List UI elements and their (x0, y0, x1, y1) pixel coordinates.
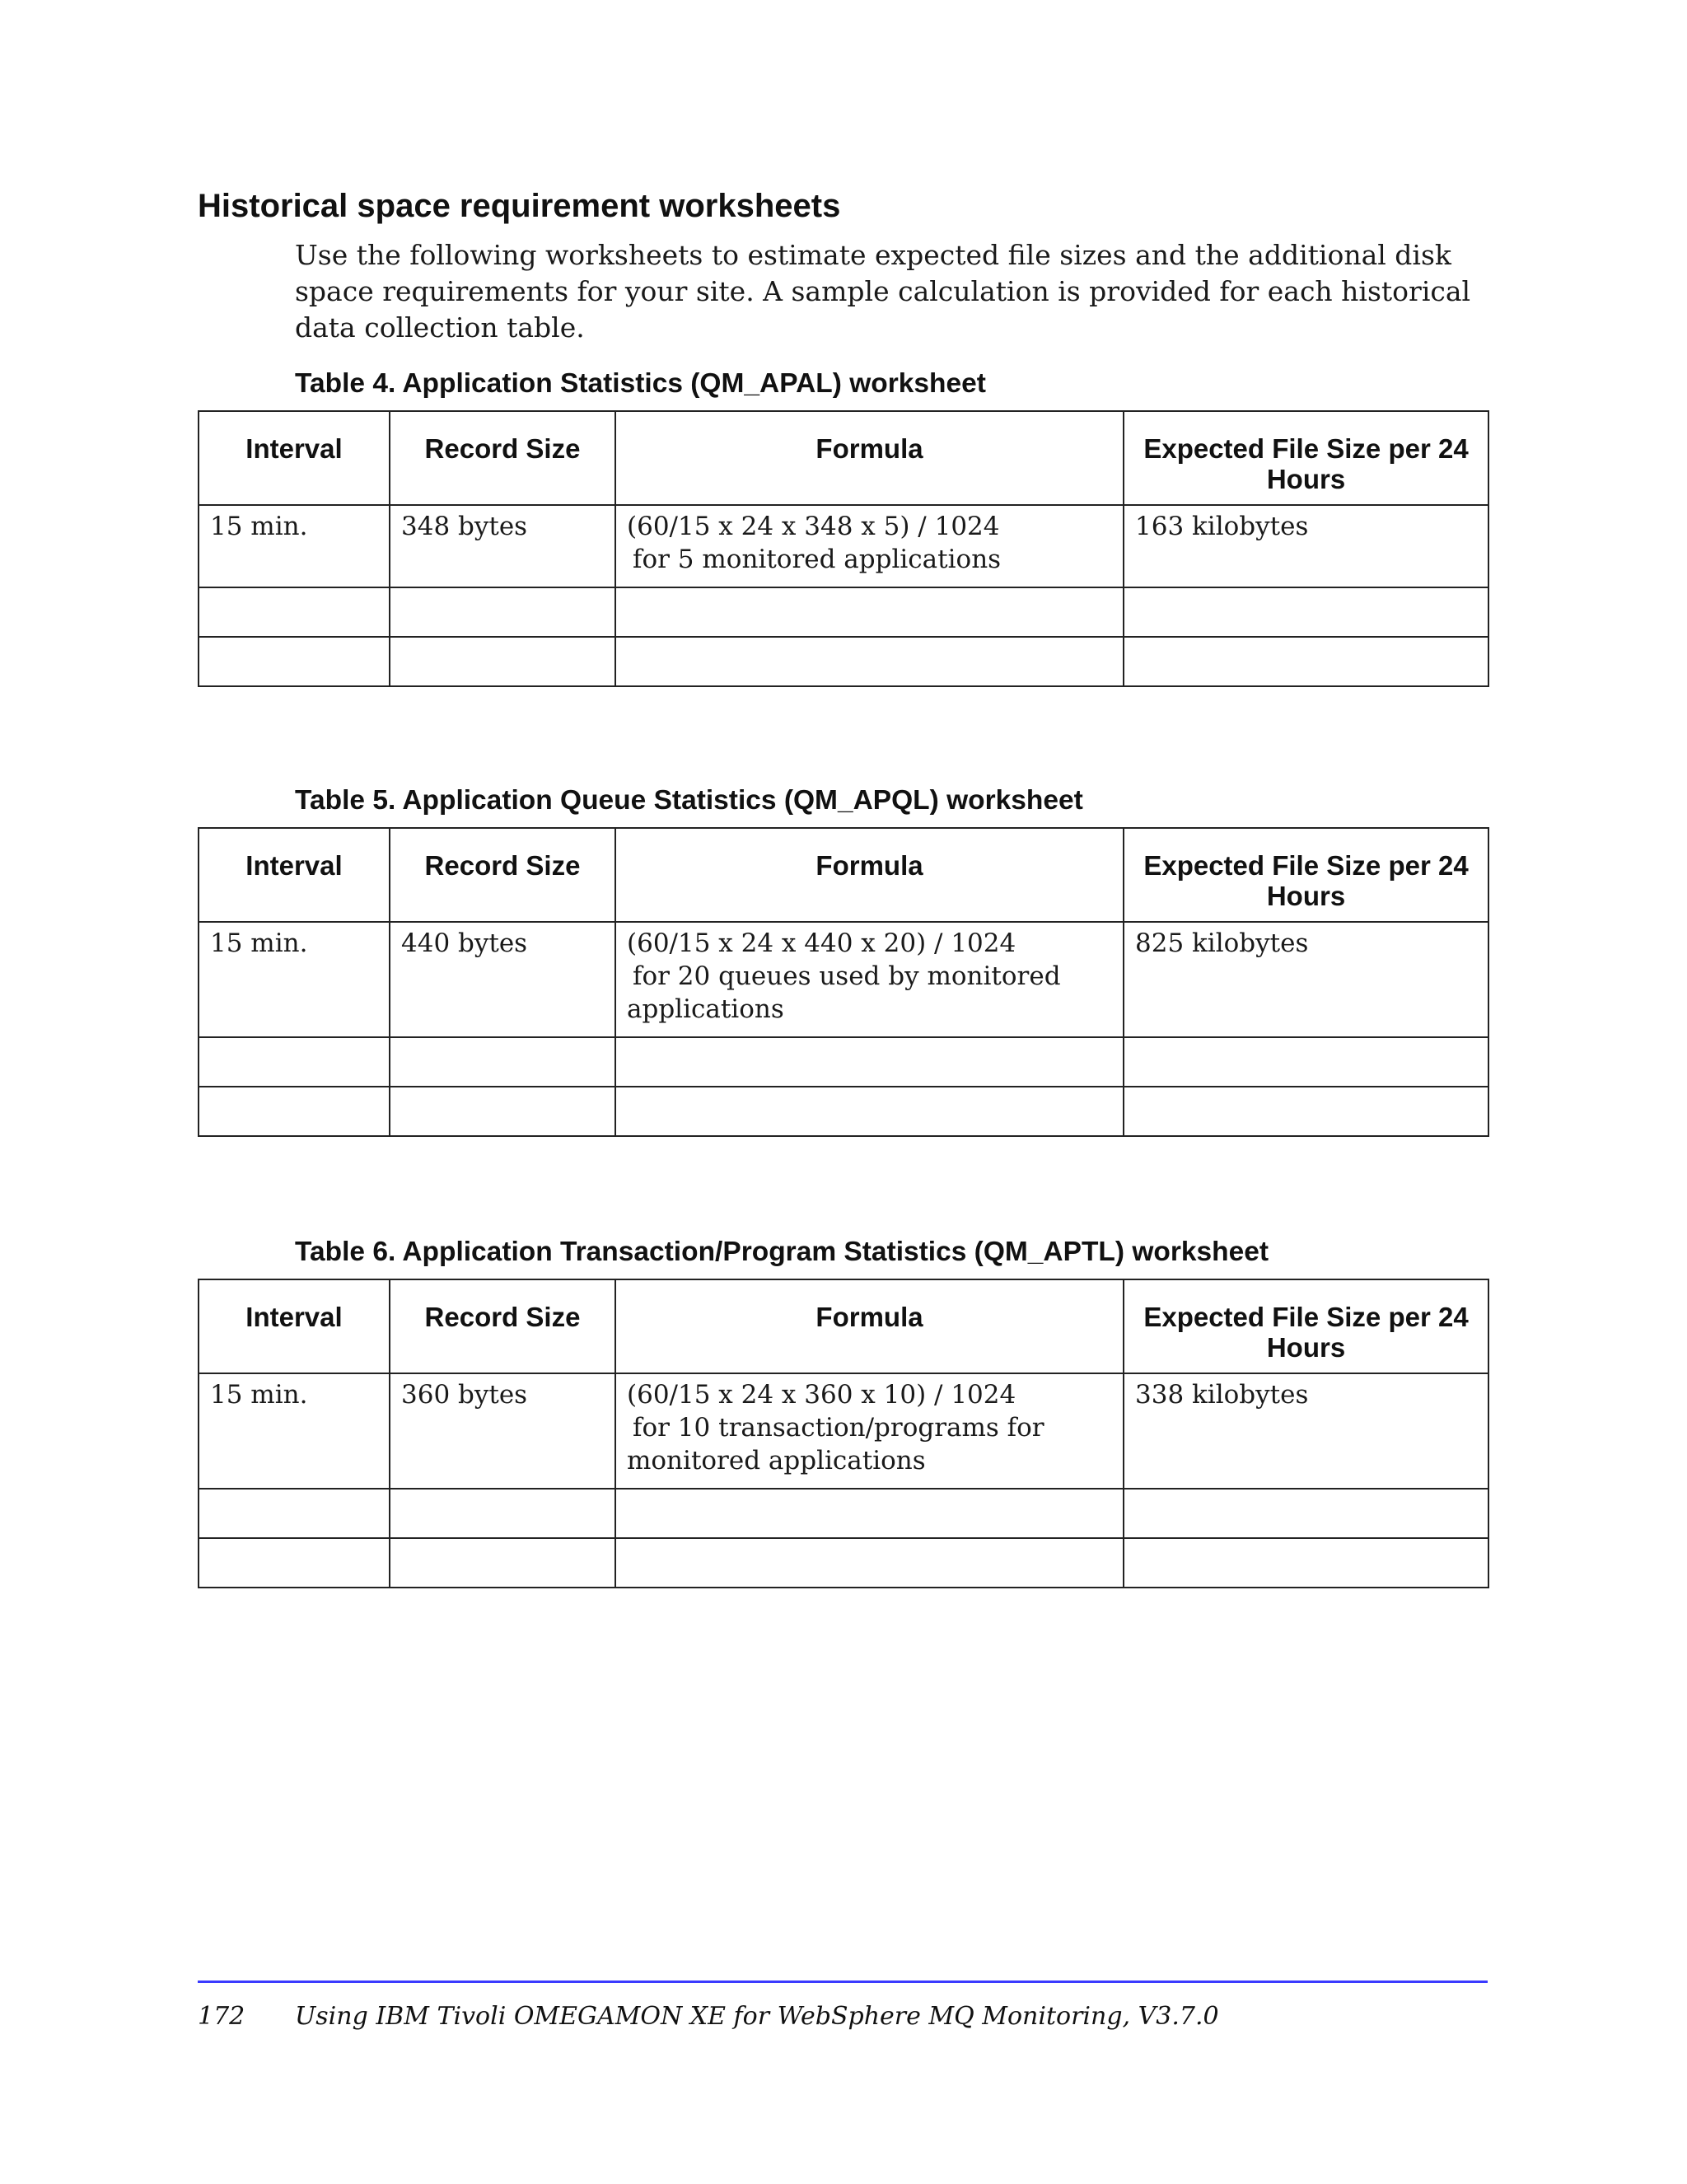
cell-formula (615, 922, 1124, 1037)
empty-cell[interactable] (390, 1489, 615, 1538)
header-interval: Interval (199, 411, 390, 505)
empty-cell[interactable] (1124, 587, 1488, 637)
header-interval: Interval (199, 828, 390, 922)
table-header-row (199, 828, 1488, 922)
table-row (199, 1373, 1488, 1489)
cell-interval: 15 min. (199, 505, 390, 587)
cell-expected-size: 163 kilobytes (1124, 505, 1488, 587)
table-6-caption: Table 6. Application Transaction/Program Statistics (QM_APTL) worksheet (295, 1237, 1269, 1267)
formula-line: (60/15 x 24 x 440 x 20) / 1024 (627, 928, 1016, 958)
cell-record-size: 360 bytes (390, 1373, 615, 1489)
empty-cell[interactable] (390, 587, 615, 637)
empty-cell[interactable] (390, 1037, 615, 1087)
table-6-aptl-worksheet (198, 1279, 1489, 1588)
formula-line: monitored applications (627, 1446, 926, 1475)
header-expected-file-size: Expected File Size per 24 Hours (1124, 411, 1488, 505)
header-expected-file-size: Expected File Size per 24 Hours (1124, 1279, 1488, 1373)
empty-cell[interactable] (390, 637, 615, 686)
empty-table-row (199, 1538, 1488, 1588)
header-record-size: Record Size (390, 828, 615, 922)
page-number: 172 (198, 2002, 245, 2031)
empty-cell[interactable] (615, 1037, 1124, 1087)
empty-cell[interactable] (615, 1538, 1124, 1588)
formula-line: (60/15 x 24 x 348 x 5) / 1024 (627, 512, 1000, 541)
empty-cell[interactable] (199, 1538, 390, 1588)
table-row (199, 505, 1488, 587)
table-row (199, 922, 1488, 1037)
formula-line: for 10 transaction/programs for (633, 1413, 1044, 1443)
header-formula: Formula (615, 828, 1124, 922)
cell-formula (615, 505, 1124, 587)
page-title: Historical space requirement worksheets (198, 188, 841, 224)
header-record-size: Record Size (390, 411, 615, 505)
header-record-size: Record Size (390, 1279, 615, 1373)
formula-line: (60/15 x 24 x 360 x 10) / 1024 (627, 1380, 1016, 1410)
empty-cell[interactable] (199, 1087, 390, 1136)
formula-line: for 20 queues used by monitored (633, 961, 1061, 991)
empty-cell[interactable] (1124, 1087, 1488, 1136)
header-formula: Formula (615, 1279, 1124, 1373)
formula-line: for 5 monitored applications (633, 545, 1002, 574)
cell-record-size: 440 bytes (390, 922, 615, 1037)
table-4-apal-worksheet (198, 410, 1489, 687)
table-header-row (199, 1279, 1488, 1373)
empty-cell[interactable] (199, 637, 390, 686)
cell-formula (615, 1373, 1124, 1489)
empty-cell[interactable] (1124, 1538, 1488, 1588)
empty-table-row (199, 587, 1488, 637)
cell-interval: 15 min. (199, 922, 390, 1037)
empty-table-row (199, 1087, 1488, 1136)
footer-book-title: Using IBM Tivoli OMEGAMON XE for WebSphere MQ Monitoring, V3.7.0 (295, 2002, 1219, 2031)
footer-divider (198, 1981, 1488, 1983)
cell-interval: 15 min. (199, 1373, 390, 1489)
cell-record-size: 348 bytes (390, 505, 615, 587)
empty-table-row (199, 1037, 1488, 1087)
table-header-row (199, 411, 1488, 505)
table-5-caption: Table 5. Application Queue Statistics (QM_APQL) worksheet (295, 785, 1083, 816)
cell-expected-size: 825 kilobytes (1124, 922, 1488, 1037)
intro-paragraph: Use the following worksheets to estimate expected file sizes and the additional disk space requirements for your site. A sample calculation is provided for each historical data collection table. (295, 239, 1471, 344)
empty-cell[interactable] (615, 637, 1124, 686)
empty-cell[interactable] (199, 587, 390, 637)
empty-cell[interactable] (199, 1489, 390, 1538)
empty-cell[interactable] (1124, 1489, 1488, 1538)
formula-line: applications (627, 994, 784, 1024)
empty-cell[interactable] (390, 1538, 615, 1588)
empty-cell[interactable] (1124, 1037, 1488, 1087)
empty-table-row (199, 637, 1488, 686)
empty-cell[interactable] (1124, 637, 1488, 686)
empty-cell[interactable] (199, 1037, 390, 1087)
empty-table-row (199, 1489, 1488, 1538)
table-5-apql-worksheet (198, 827, 1489, 1137)
empty-cell[interactable] (615, 1087, 1124, 1136)
table-4-caption: Table 4. Application Statistics (QM_APAL) worksheet (295, 368, 986, 399)
header-expected-file-size: Expected File Size per 24 Hours (1124, 828, 1488, 922)
empty-cell[interactable] (615, 587, 1124, 637)
header-formula: Formula (615, 411, 1124, 505)
header-interval: Interval (199, 1279, 390, 1373)
empty-cell[interactable] (390, 1087, 615, 1136)
cell-expected-size: 338 kilobytes (1124, 1373, 1488, 1489)
empty-cell[interactable] (615, 1489, 1124, 1538)
